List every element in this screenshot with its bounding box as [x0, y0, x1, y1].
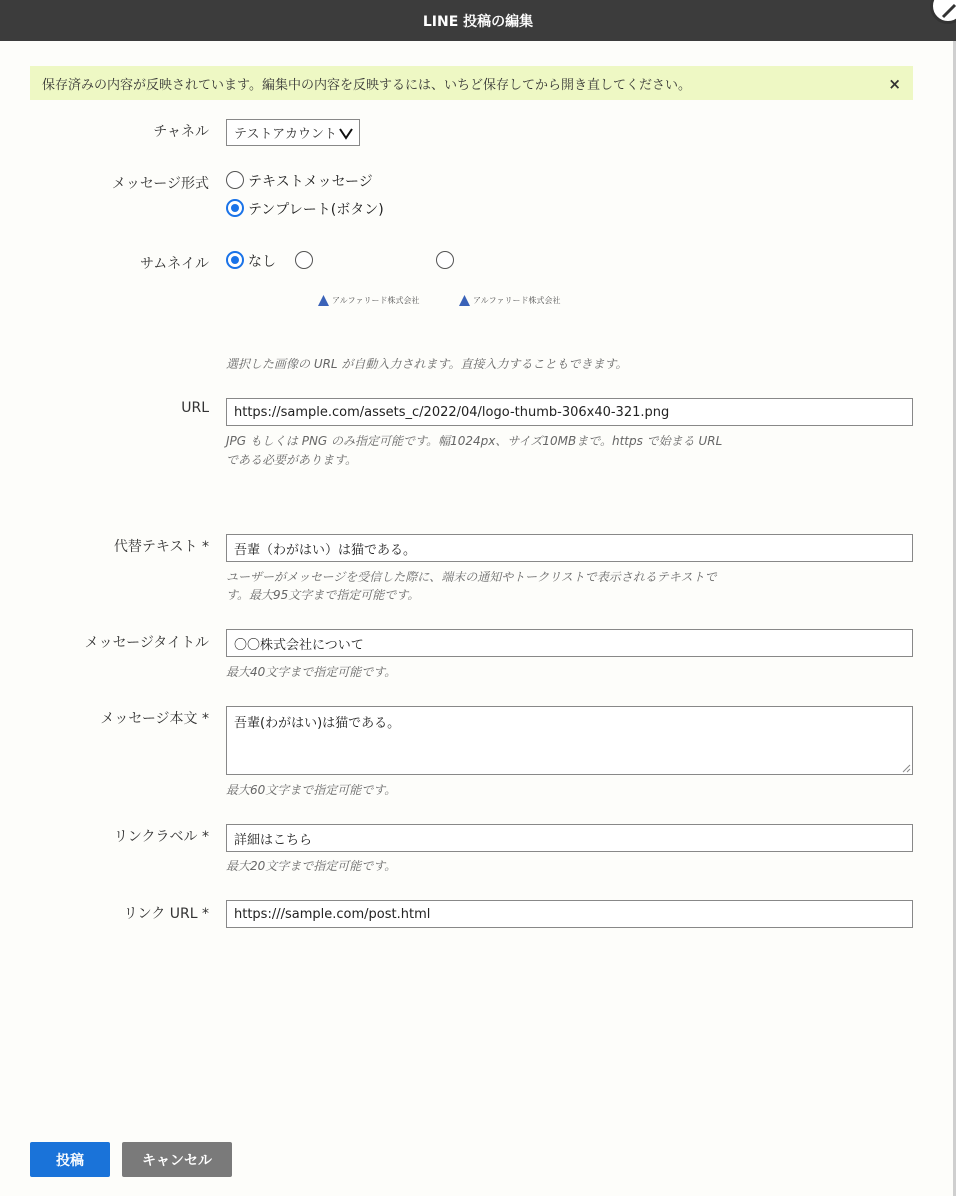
- thumbnail-image-1-logo-text: アルファリード株式会社: [332, 295, 420, 305]
- notice-close-icon[interactable]: ×: [888, 75, 901, 93]
- message-format-label: メッセージ形式: [111, 176, 209, 192]
- message-body-value: 吾輩(わがはい)は猫である。: [234, 716, 401, 731]
- chevron-down-icon: [339, 126, 353, 140]
- radio-thumbnail-1[interactable]: [295, 251, 313, 269]
- thumbnail-hint: 選択した画像の URL が自動入力されます。直接入力することもできます。: [226, 357, 628, 371]
- notice-banner: [30, 66, 913, 100]
- channel-selected-value: テストアカウント: [234, 127, 337, 142]
- resize-handle-icon[interactable]: [901, 763, 911, 773]
- alt-text-input[interactable]: 吾輩（わがはい）は猫である。: [226, 534, 913, 562]
- logo-triangle-icon: [459, 295, 470, 306]
- thumbnail-label: サムネイル: [139, 256, 209, 272]
- message-title-hint: 最大40文字まで指定可能です。: [226, 665, 397, 679]
- url-input[interactable]: https://sample.com/assets_c/2022/04/logo-thumb-306x40-321.png: [226, 398, 913, 426]
- link-label-input[interactable]: 詳細はこちら: [226, 824, 913, 852]
- radio-template-button-label[interactable]: テンプレート(ボタン): [248, 202, 384, 218]
- link-label-hint: 最大20文字まで指定可能です。: [226, 859, 397, 873]
- alt-text-label: 代替テキスト *: [113, 539, 209, 555]
- url-hint-line1: JPG もしくは PNG のみ指定可能です。幅1024px、サイズ10MBまで。https で始まる URL: [226, 434, 723, 448]
- message-body-label: メッセージ本文 *: [100, 711, 209, 727]
- thumbnail-image-1[interactable]: [318, 293, 420, 307]
- radio-text-message[interactable]: [226, 171, 244, 189]
- radio-thumbnail-none[interactable]: [226, 251, 244, 269]
- cancel-button[interactable]: キャンセル: [122, 1142, 232, 1177]
- message-title-input[interactable]: 〇〇株式会社について: [226, 629, 913, 657]
- post-button[interactable]: 投稿: [30, 1142, 110, 1177]
- notice-text: 保存済みの内容が反映されています。編集中の内容を反映するには、いちど保存してから開き直してください。: [42, 77, 691, 93]
- radio-text-message-label[interactable]: テキストメッセージ: [248, 174, 373, 190]
- close-dialog-button[interactable]: [930, 0, 956, 24]
- alt-text-hint-line2: す。最大95文字まで指定可能です。: [226, 588, 420, 602]
- window-titlebar: [0, 0, 956, 41]
- radio-template-button[interactable]: [226, 199, 244, 217]
- channel-label: チャネル: [153, 124, 209, 140]
- logo-triangle-icon: [318, 295, 329, 306]
- message-title-label: メッセージタイトル: [84, 635, 209, 651]
- link-url-input[interactable]: https:///sample.com/post.html: [226, 900, 913, 928]
- channel-select[interactable]: [226, 119, 360, 146]
- link-url-label: リンク URL *: [123, 906, 209, 922]
- thumbnail-image-2[interactable]: [459, 293, 561, 307]
- radio-thumbnail-none-label[interactable]: なし: [248, 254, 276, 270]
- window-title: LINE 投稿の編集: [422, 13, 534, 30]
- link-label-label: リンクラベル *: [113, 829, 209, 845]
- radio-thumbnail-2[interactable]: [436, 251, 454, 269]
- close-icon: [933, 0, 956, 24]
- alt-text-hint-line1: ユーザーがメッセージを受信した際に、端末の通知やトークリストで表示されるテキストで: [226, 570, 717, 584]
- message-body-hint: 最大60文字まで指定可能です。: [226, 783, 397, 797]
- message-body-textarea[interactable]: [226, 706, 913, 775]
- thumbnail-image-2-logo-text: アルファリード株式会社: [473, 295, 561, 305]
- url-hint-line2: である必要があります。: [226, 453, 358, 467]
- url-label: URL: [181, 400, 209, 416]
